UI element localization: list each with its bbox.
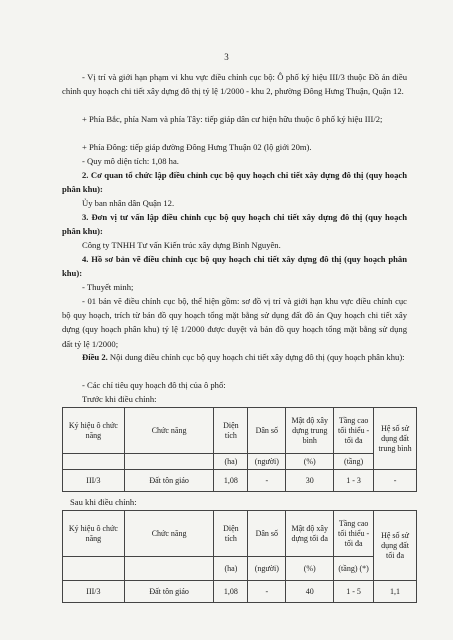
header-cell: Mật độ xây dựng trung bình xyxy=(286,408,334,454)
header-cell: Chức năng xyxy=(124,511,214,557)
label-before: Trước khi điều chỉnh: xyxy=(82,394,157,404)
paragraph-article-2 xyxy=(62,350,407,364)
unit-cell: (người) xyxy=(248,557,286,581)
article-2-label: Điều 2. xyxy=(82,352,108,362)
table-row xyxy=(63,470,417,492)
data-cell: Đất tôn giáo xyxy=(124,581,214,603)
data-cell: 1,1 xyxy=(374,581,417,603)
data-cell: - xyxy=(248,581,286,603)
paragraph-drawing: - 01 bản vẽ điều chỉnh cục bộ, thể hiện gồm: sơ đồ vị trí và giới hạn khu vực điều chỉnh cục bộ quy hoạch, trích từ bản đồ quy hoạch tổng mặt bằng sử dụng đất đồ án Quy hoạch chi tiết xây dựng (quy hoạch phân khu) tỷ lệ 1/2000 được duyệt và bản đồ quy hoạch tổng mặt bằng sử dụng đất tỷ lệ 1/2000; xyxy=(62,296,407,349)
data-cell: 1,08 xyxy=(214,470,248,492)
paragraph-location: - Vị trí và giới hạn phạm vi khu vực điều chỉnh cục bộ: Ô phố ký hiệu III/3 thuộc Đồ án điều chỉnh quy hoạch chi tiết xây dựng đô thị tỷ lệ 1/2000 - khu 2, phường Đông Hưng Thuận, Quận 12. xyxy=(62,72,407,97)
header-cell: Dân số xyxy=(248,511,286,557)
data-cell: - xyxy=(248,470,286,492)
header-cell: Hệ số sử dụng đất trung bình xyxy=(374,408,417,470)
data-cell: Đất tôn giáo xyxy=(124,470,214,492)
header-cell: Ký hiệu ô chức năng xyxy=(63,408,125,454)
heading-consultant: 3. Đơn vị tư vấn lập điều chỉnh cục bộ quy hoạch chi tiết xây dựng đô thị (quy hoạch phân khu): xyxy=(62,212,407,237)
paragraph-east: + Phía Đông: tiếp giáp đường Đông Hưng Thuận 02 (lộ giới 20m). xyxy=(82,142,312,152)
header-cell: Diện tích xyxy=(214,511,248,557)
data-cell: - xyxy=(374,470,417,492)
header-cell: Diện tích xyxy=(214,408,248,454)
unit-cell xyxy=(63,557,125,581)
header-cell: Dân số xyxy=(248,408,286,454)
unit-cell xyxy=(63,454,125,470)
paragraph-organizer: Ủy ban nhân dân Quận 12. xyxy=(82,198,175,208)
heading-dossier: 4. Hồ sơ bản vẽ điều chỉnh cục bộ quy hoạch chi tiết xây dựng đô thị (quy hoạch phân khu): xyxy=(62,254,407,279)
unit-cell: (người) xyxy=(248,454,286,470)
data-cell: 1,08 xyxy=(214,581,248,603)
unit-cell: (ha) xyxy=(214,557,248,581)
data-cell: 40 xyxy=(286,581,334,603)
paragraph-explanation: - Thuyết minh; xyxy=(82,282,134,292)
unit-cell: (%) xyxy=(286,454,334,470)
header-cell: Tầng cao tối thiểu - tối đa xyxy=(334,511,374,557)
header-cell: Hệ số sử dụng đất tối đa xyxy=(374,511,417,581)
label-after: Sau khi điều chỉnh: xyxy=(70,497,137,507)
unit-cell: (%) xyxy=(286,557,334,581)
data-cell: 1 - 3 xyxy=(334,470,374,492)
header-cell: Chức năng xyxy=(124,408,214,454)
unit-cell: (tầng) xyxy=(334,454,374,470)
page-number: 3 xyxy=(224,52,229,62)
unit-cell xyxy=(124,454,214,470)
paragraph-north-south-west: + Phía Bắc, phía Nam và phía Tây: tiếp giáp dân cư hiện hữu thuộc ô phố ký hiệu III/2; xyxy=(82,114,383,124)
heading-organizer: 2. Cơ quan tổ chức lập điều chỉnh cục bộ quy hoạch chi tiết xây dựng đô thị (quy hoạch phân khu): xyxy=(62,170,407,195)
data-cell: 30 xyxy=(286,470,334,492)
table-after xyxy=(62,510,417,603)
paragraph-indicators: - Các chỉ tiêu quy hoạch đô thị của ô phố: xyxy=(82,380,226,390)
header-cell: Tầng cao tối thiểu - tối đa xyxy=(334,408,374,454)
unit-cell xyxy=(124,557,214,581)
paragraph-area: - Quy mô diện tích: 1,08 ha. xyxy=(82,156,179,166)
article-2-text: Nội dung điều chỉnh cục bộ quy hoạch chi tiết xây dựng đô thị (quy hoạch phân khu): xyxy=(107,352,405,362)
data-cell: 1 - 5 xyxy=(334,581,374,603)
unit-cell: (tầng) (*) xyxy=(334,557,374,581)
table-before xyxy=(62,407,417,492)
table-row xyxy=(63,581,417,603)
paragraph-consultant: Công ty TNHH Tư vấn Kiến trúc xây dựng Bình Nguyên. xyxy=(82,240,281,250)
unit-cell: (ha) xyxy=(214,454,248,470)
header-cell: Mật độ xây dựng tối đa xyxy=(286,511,334,557)
header-cell: Ký hiệu ô chức năng xyxy=(63,511,125,557)
data-cell: III/3 xyxy=(63,470,125,492)
data-cell: III/3 xyxy=(63,581,125,603)
